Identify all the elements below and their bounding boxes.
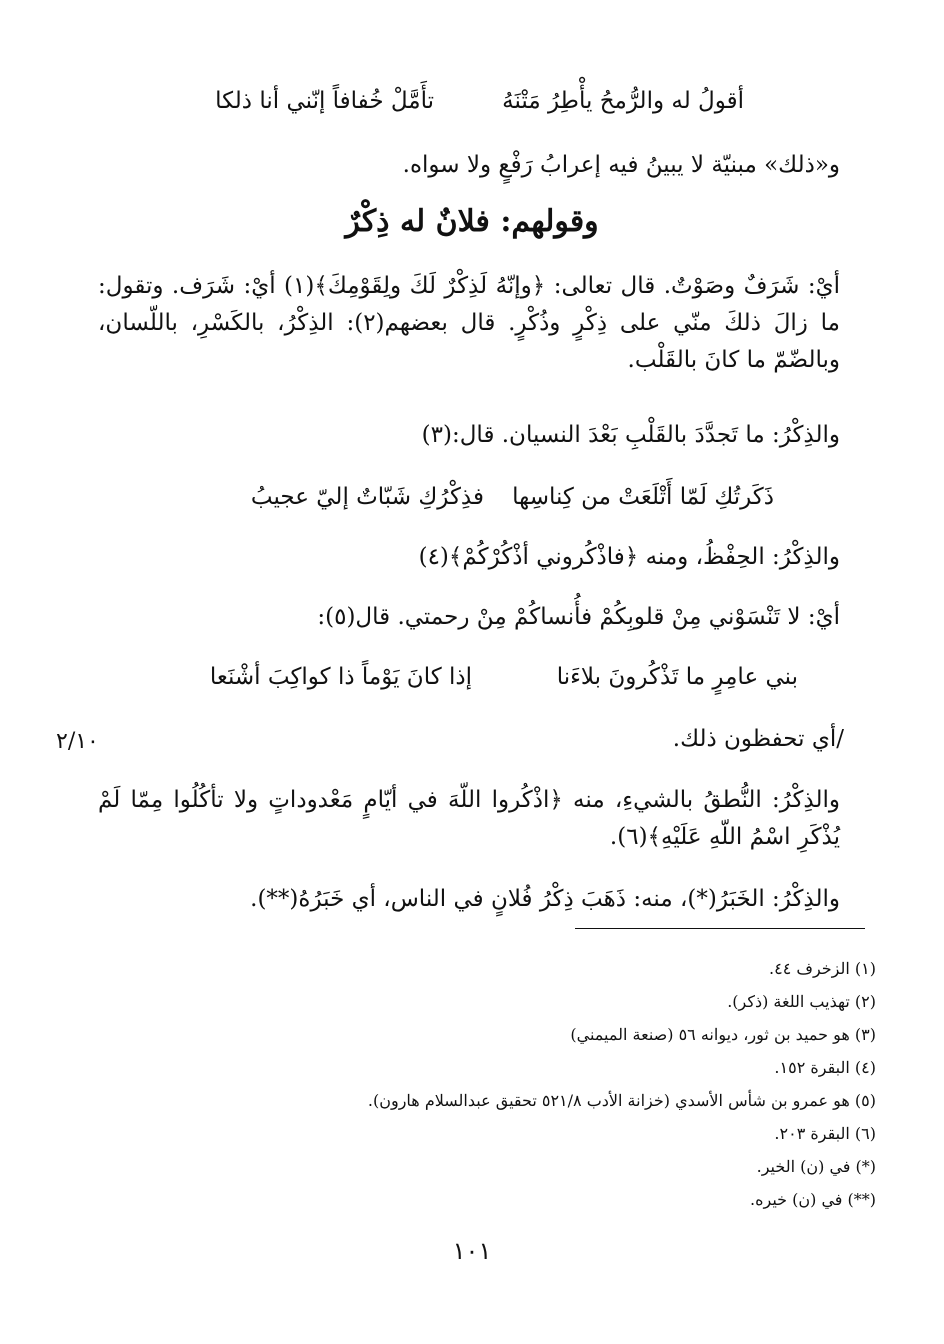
text-line-5: /أي تحفظون ذلك. — [672, 726, 844, 752]
footnotes — [56, 952, 876, 1216]
footnote-3: (٣) هو حميد بن ثور، ديوانه ٥٦ (صنعة الميمني) — [570, 1025, 876, 1044]
footnote-4: (٤) البقرة ١٥٢. — [774, 1058, 876, 1077]
paragraph-2: والذِكْرُ: النُّطقُ بالشيءِ، منه ﴿اذْكُروا اللّهَ في أيّامٍ مَعْدوداتٍ ولا تأكُلُوا مِمّا لَمْ يُذْكَرِ اسْمُ اللّهِ عَلَيْهِ﴾(٦). — [98, 787, 840, 850]
footnote-2: (٢) تهذيب اللغة (ذكر). — [727, 992, 876, 1011]
footnote-separator — [575, 928, 865, 929]
footnote-6: (٦) البقرة ٢٠٣. — [774, 1124, 876, 1143]
paragraph-1: أيْ: شَرَفٌ وصَوْتٌ. قال تعالى: ﴿وإنّهُ لَذِكْرٌ لَكَ ولِقَوْمِكَ﴾(١) أيْ: شَرَف. وتقول: ما زالَ ذلكَ منّي على ذِكْرٍ وذُكْرٍ. قال بعضهم(٢): الذِكْرُ، بالكَسْرِ، باللّسان، وبالضّمّ ما كانَ بالقَلْب. — [98, 273, 841, 373]
footnote-star: (*) في (ن) الخير. — [756, 1157, 876, 1176]
poem-3-right-hemistich: بني عامِرٍ ما تَذْكُرونَ بلاءَنا — [556, 664, 798, 690]
text-line-2: والذِكْرُ: ما تَجدَّدَ بالقَلْبِ بَعْدَ النسيان. قال:(٣) — [421, 422, 840, 448]
footnote-5: (٥) هو عمرو بن شأس الأسدي (خزانة الأدب ٥٢١/٨ تحقيق عبدالسلام هارون). — [367, 1091, 876, 1110]
text-line-4: أيْ: لا تَنْسَوْني مِنْ قلوبِكُمْ فأُنساكُمْ مِنْ رحمتي. قال(٥): — [317, 604, 840, 630]
text-line-1: و«ذلك» مبنيّة لا يبينُ فيه إعرابُ رَفْعٍ ولا سواه. — [402, 152, 840, 178]
footnote-double-star: (**) في (ن) خيره. — [750, 1190, 876, 1209]
poem-1-right-hemistich: أقولُ له والرُّمحُ يأْطِرُ مَتْنَهُ — [502, 88, 744, 114]
text-line-3: والذِكْرُ: الحِفْظُ، ومنه ﴿فاذْكُروني أذْكُرْكُمْ﴾(٤) — [418, 544, 840, 570]
page-number: ١٠١ — [452, 1237, 492, 1265]
text-line-6: والذِكْرُ: الخَبَرُ(*)، منه: ذَهَبَ ذِكْرُ فُلانٍ في الناس، أي خَبَرُهُ(**). — [250, 886, 840, 912]
margin-reference: ٢/١٠ — [56, 729, 99, 754]
section-heading: وقولهم: فلانٌ له ذِكْرٌ — [345, 204, 599, 239]
footnote-1: (١) الزخرف ٤٤. — [769, 959, 876, 978]
poem-2-right-hemistich: ذَكَرتُكِ لَمّا أَتْلَعَتْ من كِناسِها — [512, 484, 774, 510]
poem-1-left-hemistich: تأَمَّلْ خُفافاً إنّني أنا ذلكا — [215, 88, 434, 114]
poem-3-left-hemistich: إذا كانَ يَوْماً ذا كواكِبَ أشْنَعا — [209, 664, 472, 690]
poem-2-left-hemistich: فذِكْرُكِ شَبّاتٌ إليّ عجيبُ — [250, 484, 484, 510]
